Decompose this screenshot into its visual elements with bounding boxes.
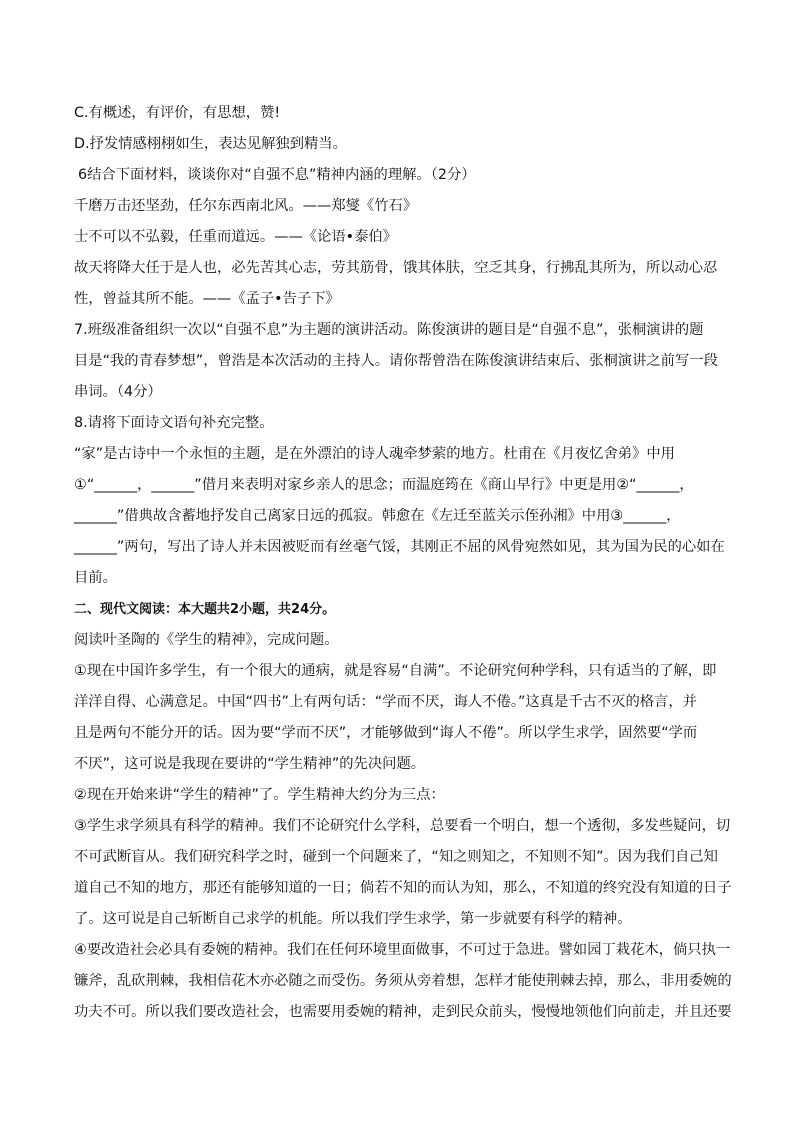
document-page xyxy=(74,98,732,1028)
question-7-line-1: 7.班级准备组织一次以“自强不息”为主题的演讲活动。陈俊演讲的题目是“自强不息”，张桐演讲的题 xyxy=(74,322,704,338)
option-c: C.有概述，有评价，有思想，赞! xyxy=(74,105,281,121)
question-8-text-4: ______”两句，写出了诗人并未因被贬而有丝毫气馁，其刚正不屈的风骨宛然如见，其为国为民的心如在 xyxy=(74,539,725,555)
question-8-text-2: ①“______，______”借月来表明对家乡亲人的思念；而温庭筠在《商山早行》中更是用②“______， xyxy=(74,477,694,493)
para-1-line-1: ①现在中国许多学生，有一个很大的通病，就是容易“自满”。不论研究何种学科，只有适当的了解，即 xyxy=(74,663,717,679)
para-3-line-3: 道自己不知的地方，那还有能够知道的一日；倘若不知的而认为知，那么，不知道的终究没有知道的日子 xyxy=(74,880,732,896)
para-4-line-1: ④要改造社会必具有委婉的精神。我们在任何环境里面做事，不可过于急进。譬如园丁栽花木，倘只执一 xyxy=(74,942,731,958)
reading-intro: 阅读叶圣陶的《学生的精神》，完成问题。 xyxy=(74,632,339,648)
quote-mengzi-1: 故天将降大任于是人也，必先苦其心志，劳其筋骨，饿其体肤，空乏其身，行拂乱其所为，所以动心忍 xyxy=(74,260,718,276)
quote-zhengxie: 千磨万击还坚劲，任尔东西南北风。——郑燮《竹石》 xyxy=(74,198,418,214)
question-8: 8.请将下面诗文语句补充完整。 xyxy=(74,415,274,431)
question-8-text-3: ______”借典故含蓄地抒发自己离家日远的孤寂。韩愈在《左迁至蓝关示侄孙湘》中用③______， xyxy=(74,508,681,524)
quote-lunyu: 士不可以不弘毅，任重而道远。——《论语•泰伯》 xyxy=(74,229,397,245)
para-4-line-3: 功夫不可。所以我们要改造社会，也需要用委婉的精神，走到民众前头，慢慢地领他们向前走，并且还要 xyxy=(74,1004,732,1020)
para-3-line-2: 不可武断盲从。我们研究科学之时，碰到一个问题来了，“知之则知之，不知则不知”。因为我们自己知 xyxy=(74,849,718,865)
para-3-line-4: 了。这可说是自己斩断自己求学的机能。所以我们学生求学，第一步就要有科学的精神。 xyxy=(74,911,632,927)
question-7-line-3: 串词。（4分） xyxy=(74,384,162,400)
para-4-line-2: 镰斧，乱砍荆棘，我相信花木亦必随之而受伤。务须从旁着想，怎样才能使荆棘去掉，那么，非用委婉的 xyxy=(74,973,732,989)
question-7-line-2: 目是“我的青春梦想”，曾浩是本次活动的主持人。请你帮曾浩在陈俊演讲结束后、张桐演讲之前写一段 xyxy=(74,353,718,369)
section-2-heading: 二、现代文阅读：本大题共2小题，共24分。 xyxy=(74,602,336,617)
para-1-line-2: 洋洋自得、心满意足。中国“四书”上有两句话：“学而不厌，诲人不倦。”这真是千古不灭的格言，并 xyxy=(74,694,697,710)
question-8-text-1: “家”是古诗中一个永恒的主题，是在外漂泊的诗人魂牵梦萦的地方。杜甫在《月夜忆舍弟》中用 xyxy=(74,446,675,462)
question-6: 6结合下面材料，谈谈你对“自强不息”精神内涵的理解。（2分） xyxy=(78,167,476,183)
question-8-text-5: 目前。 xyxy=(74,570,117,586)
para-3-line-1: ③学生求学须具有科学的精神。我们不论研究什么学科，总要看一个明白，想一个透彻，多发些疑问，切 xyxy=(74,818,731,834)
para-2: ②现在开始来讲“学生的精神”了。学生精神大约分为三点： xyxy=(74,787,445,803)
para-1-line-4: 不厌”，这可说是我现在要讲的“学生精神”的先决问题。 xyxy=(74,756,426,772)
option-d: D.抒发情感栩栩如生，表达见解独到精当。 xyxy=(74,136,347,152)
para-1-line-3: 且是两句不能分开的话。因为要“学而不厌”，才能够做到“诲人不倦”。所以学生求学，固然要“学而 xyxy=(74,725,698,741)
quote-mengzi-2: 性，曾益其所不能。——《孟子•告子下》 xyxy=(74,291,340,307)
